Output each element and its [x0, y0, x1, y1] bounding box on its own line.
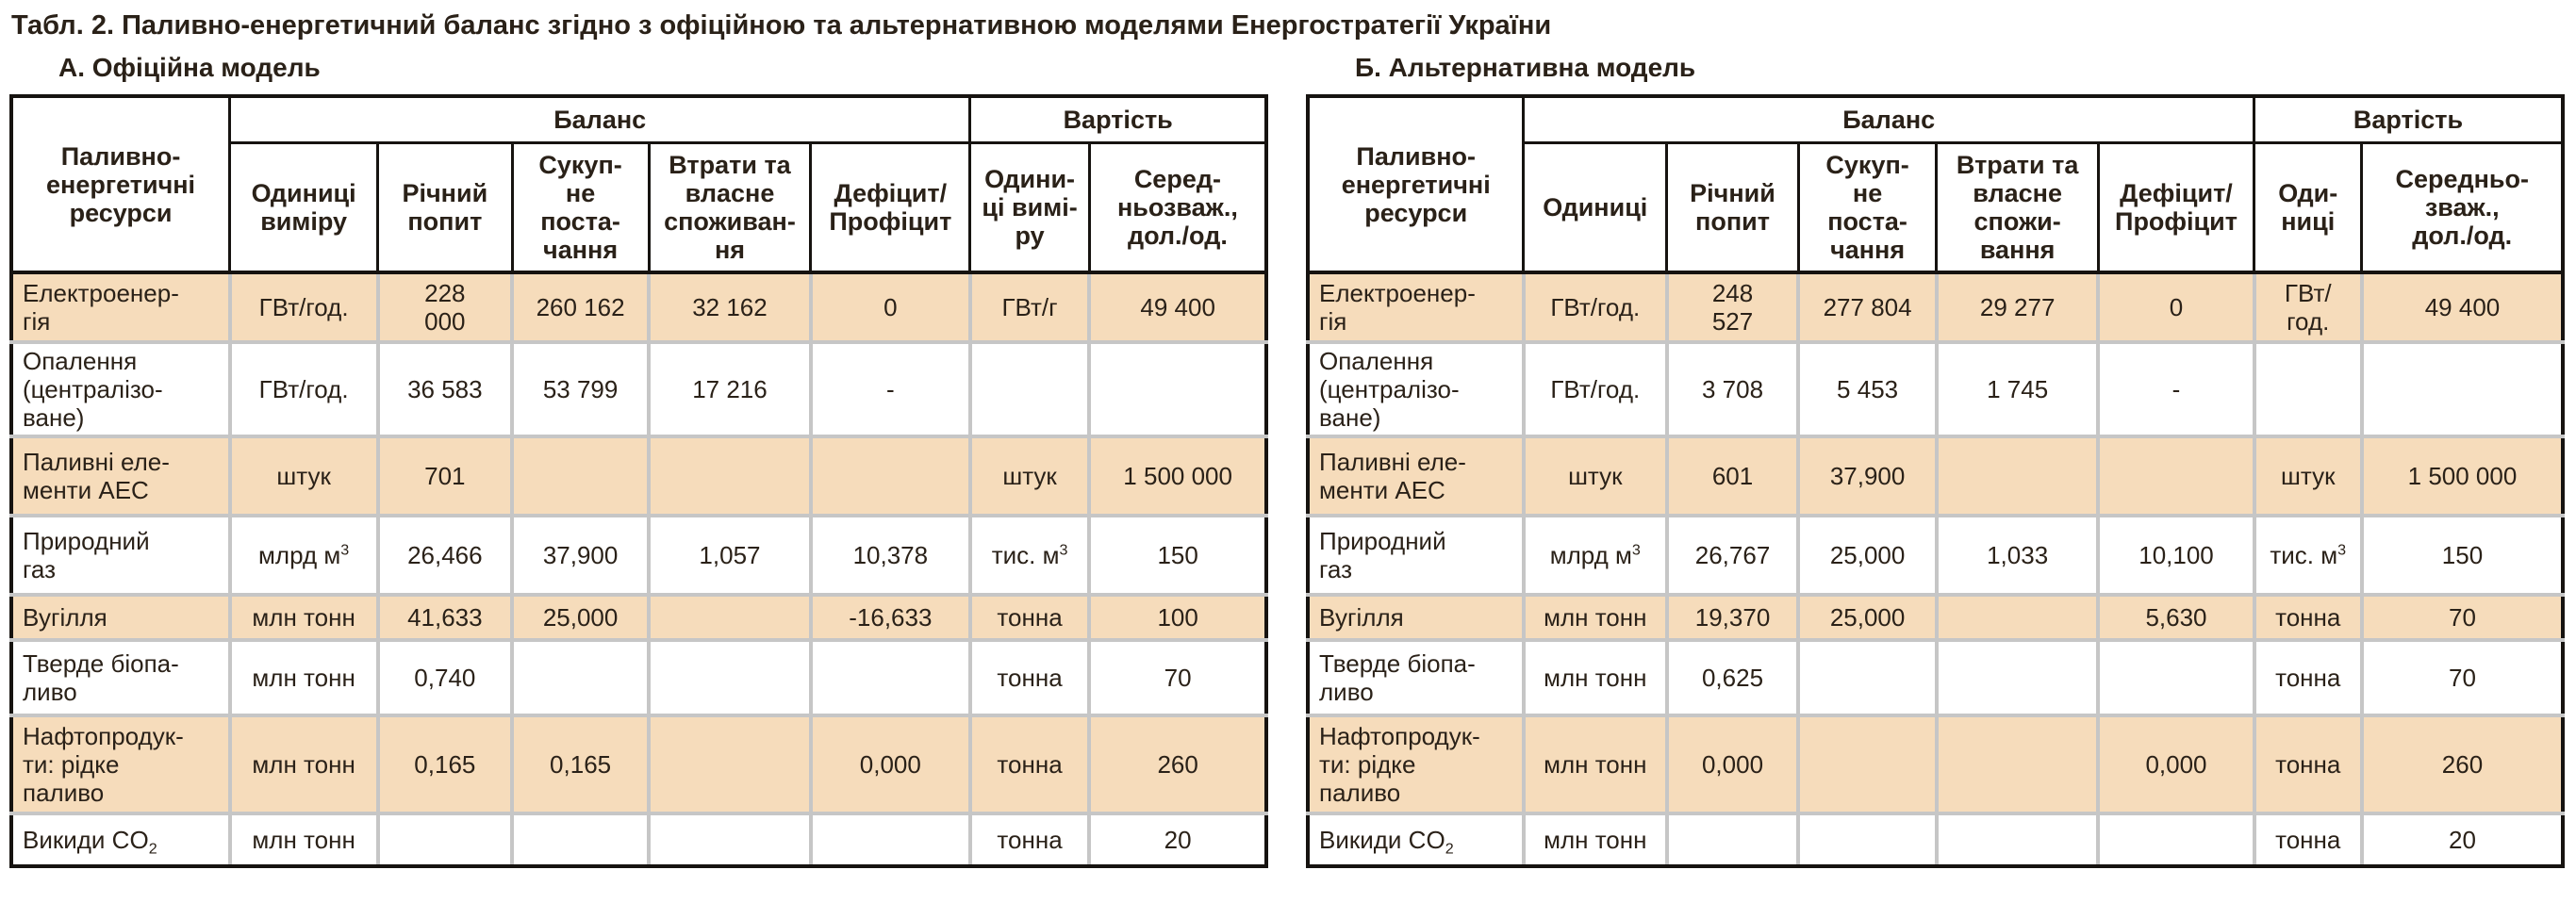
data-cell: 41,633 — [378, 595, 512, 640]
table-row — [11, 640, 1266, 715]
resource-cell: Електроенер- гія — [1308, 272, 1524, 342]
data-cell: 0,000 — [811, 715, 970, 813]
model-a-section — [9, 53, 1268, 868]
col-header: Одини- ці вимі- ру — [970, 143, 1089, 273]
data-cell: 0 — [2098, 272, 2254, 342]
resource-cell: Тверде біопа- ливо — [1308, 640, 1524, 715]
data-cell: 1 500 000 — [1089, 436, 1266, 516]
resource-cell: Нафтопродук- ти: рідке паливо — [1308, 715, 1524, 813]
data-cell: 0,000 — [2098, 715, 2254, 813]
data-cell: 277 804 — [1798, 272, 1936, 342]
data-cell: 1,057 — [649, 516, 811, 595]
data-cell: тис. $м^3$ — [2254, 516, 2362, 595]
resource-cell: Тверде біопа- ливо — [11, 640, 230, 715]
data-cell — [1937, 813, 2099, 866]
data-cell — [811, 436, 970, 516]
header-group-row — [1308, 96, 2563, 143]
data-cell: тонна — [2254, 640, 2362, 715]
group-header-balance: Баланс — [1524, 96, 2254, 143]
data-cell: 150 — [1089, 516, 1266, 595]
data-cell: млн тонн — [230, 813, 378, 866]
resource-cell: Вугілля — [1308, 595, 1524, 640]
data-cell — [2254, 342, 2362, 436]
data-cell: 19,370 — [1667, 595, 1799, 640]
data-cell: ГВт/год. — [1524, 272, 1667, 342]
data-cell: тонна — [2254, 813, 2362, 866]
data-cell: - — [811, 342, 970, 436]
col-header: Оди- ниці — [2254, 143, 2362, 273]
group-header-cost: Вартість — [2254, 96, 2563, 143]
table-row — [11, 272, 1266, 342]
data-cell: 70 — [1089, 640, 1266, 715]
data-cell: 17 216 — [649, 342, 811, 436]
tables-row — [9, 53, 2565, 868]
data-cell: 25,000 — [512, 595, 649, 640]
data-cell: тис. $м^3$ — [970, 516, 1089, 595]
resource-cell: Електроенер- гія — [11, 272, 230, 342]
data-cell: ГВт/год. — [1524, 342, 1667, 436]
data-cell: 5 453 — [1798, 342, 1936, 436]
data-cell — [649, 436, 811, 516]
data-cell: млн тонн — [1524, 640, 1667, 715]
data-cell: 49 400 — [1089, 272, 1266, 342]
table-row — [11, 436, 1266, 516]
data-cell: ГВт/ год. — [2254, 272, 2362, 342]
data-cell: 37,900 — [512, 516, 649, 595]
data-cell: 53 799 — [512, 342, 649, 436]
data-cell — [811, 813, 970, 866]
data-cell — [2098, 640, 2254, 715]
data-cell — [512, 813, 649, 866]
data-cell — [1667, 813, 1799, 866]
resource-cell: Вугілля — [11, 595, 230, 640]
table-row — [1308, 715, 2563, 813]
data-cell: тонна — [2254, 715, 2362, 813]
data-cell: 36 583 — [378, 342, 512, 436]
data-cell: штук — [970, 436, 1089, 516]
col-header: Дефіцит/ Профіцит — [811, 143, 970, 273]
data-cell — [649, 640, 811, 715]
data-cell — [1937, 595, 2099, 640]
data-cell: 25,000 — [1798, 595, 1936, 640]
data-cell — [1937, 436, 2099, 516]
col-header: Втрати та власне споживан- ня — [649, 143, 811, 273]
data-cell — [1798, 640, 1936, 715]
data-cell: 10,100 — [2098, 516, 2254, 595]
data-cell: 260 162 — [512, 272, 649, 342]
table-row — [1308, 436, 2563, 516]
data-cell: 0 — [811, 272, 970, 342]
col-header: Річний попит — [1667, 143, 1799, 273]
data-cell: 26,767 — [1667, 516, 1799, 595]
col-header: Втрати та власне спожи- вання — [1937, 143, 2099, 273]
data-cell: 29 277 — [1937, 272, 2099, 342]
data-cell — [2098, 813, 2254, 866]
data-cell — [512, 436, 649, 516]
data-cell: штук — [230, 436, 378, 516]
table-body — [1308, 272, 2563, 866]
data-cell: 70 — [2362, 595, 2563, 640]
table-body — [11, 272, 1266, 866]
col-header-resource: Паливно- енергетичні ресурси — [1308, 96, 1524, 272]
data-cell — [649, 715, 811, 813]
data-cell: 601 — [1667, 436, 1799, 516]
data-cell: 37,900 — [1798, 436, 1936, 516]
data-cell — [2362, 342, 2563, 436]
resource-cell: Нафтопродук- ти: рідке паливо — [11, 715, 230, 813]
section-label-a: А. Офіційна модель — [58, 53, 321, 82]
data-cell: 1 745 — [1937, 342, 2099, 436]
data-cell: 228 000 — [378, 272, 512, 342]
data-cell: штук — [1524, 436, 1667, 516]
resource-cell: Опалення (централізо- ване) — [11, 342, 230, 436]
data-cell — [811, 640, 970, 715]
table-alternative-model — [1306, 94, 2565, 868]
data-cell: 0,000 — [1667, 715, 1799, 813]
data-cell — [512, 640, 649, 715]
col-header: Серед- ньозваж., дол./од. — [1089, 143, 1266, 273]
table-official-model — [9, 94, 1268, 868]
resource-cell: Природний газ — [1308, 516, 1524, 595]
data-cell: 3 708 — [1667, 342, 1799, 436]
resource-cell: Опалення (централізо- ване) — [1308, 342, 1524, 436]
data-cell: тонна — [970, 715, 1089, 813]
table-row — [11, 342, 1266, 436]
data-cell: 10,378 — [811, 516, 970, 595]
table-row — [1308, 342, 2563, 436]
data-cell: 0,740 — [378, 640, 512, 715]
data-cell: 100 — [1089, 595, 1266, 640]
data-cell: 49 400 — [2362, 272, 2563, 342]
data-cell — [649, 595, 811, 640]
resource-cell: Викиди $CO_2$ — [11, 813, 230, 866]
header-group-row — [11, 96, 1266, 143]
col-header: Річний попит — [378, 143, 512, 273]
table-row — [1308, 595, 2563, 640]
data-cell: 0,625 — [1667, 640, 1799, 715]
data-cell: штук — [2254, 436, 2362, 516]
data-cell: -16,633 — [811, 595, 970, 640]
data-cell: тонна — [970, 595, 1089, 640]
data-cell: 1 500 000 — [2362, 436, 2563, 516]
data-cell: ГВт/г — [970, 272, 1089, 342]
data-cell: млн тонн — [230, 640, 378, 715]
model-b-section — [1306, 53, 2565, 868]
data-cell: 25,000 — [1798, 516, 1936, 595]
data-cell: 260 — [2362, 715, 2563, 813]
data-cell: 70 — [2362, 640, 2563, 715]
col-header: Сукуп- не поста- чання — [1798, 143, 1936, 273]
data-cell: 26,466 — [378, 516, 512, 595]
data-cell: 20 — [2362, 813, 2563, 866]
data-cell — [970, 342, 1089, 436]
data-cell: 0,165 — [378, 715, 512, 813]
table-row — [1308, 640, 2563, 715]
data-cell: млн тонн — [1524, 715, 1667, 813]
data-cell: млн тонн — [230, 595, 378, 640]
data-cell: млрд $м^3$ — [230, 516, 378, 595]
data-cell — [1798, 813, 1936, 866]
resource-cell: Викиди $CO_2$ — [1308, 813, 1524, 866]
data-cell — [1937, 640, 2099, 715]
data-cell: млн тонн — [1524, 595, 1667, 640]
table-row — [1308, 516, 2563, 595]
data-cell: млрд $м^3$ — [1524, 516, 1667, 595]
table-row — [11, 813, 1266, 866]
col-header: Сукуп- не поста- чання — [512, 143, 649, 273]
data-cell: тонна — [970, 813, 1089, 866]
table-row — [11, 595, 1266, 640]
resource-cell: Паливні еле- менти АЕС — [11, 436, 230, 516]
col-header: Одиниці — [1524, 143, 1667, 273]
data-cell — [1089, 342, 1266, 436]
table-row — [11, 516, 1266, 595]
section-label-b: Б. Альтернативна модель — [1355, 53, 1696, 82]
table-row — [1308, 272, 2563, 342]
data-cell — [1937, 715, 2099, 813]
data-cell: 5,630 — [2098, 595, 2254, 640]
page-title: Табл. 2. Паливно-енергетичний баланс згідно з офіційною та альтернативною моделями Енергостратегії України — [11, 10, 1552, 41]
col-header: Одиниці виміру — [230, 143, 378, 273]
data-cell: 1,033 — [1937, 516, 2099, 595]
data-cell: млн тонн — [1524, 813, 1667, 866]
resource-cell: Паливні еле- менти АЕС — [1308, 436, 1524, 516]
data-cell: 260 — [1089, 715, 1266, 813]
col-header: Середньо- зваж., дол./од. — [2362, 143, 2563, 273]
resource-cell: Природний газ — [11, 516, 230, 595]
data-cell: ГВт/год. — [230, 342, 378, 436]
data-cell: тонна — [2254, 595, 2362, 640]
table-row — [1308, 813, 2563, 866]
group-header-balance: Баланс — [230, 96, 970, 143]
col-header-resource: Паливно- енергетичні ресурси — [11, 96, 230, 272]
data-cell: 0,165 — [512, 715, 649, 813]
data-cell: 701 — [378, 436, 512, 516]
data-cell — [378, 813, 512, 866]
data-cell — [1798, 715, 1936, 813]
data-cell: ГВт/год. — [230, 272, 378, 342]
data-cell — [2098, 436, 2254, 516]
data-cell: 150 — [2362, 516, 2563, 595]
data-cell: млн тонн — [230, 715, 378, 813]
data-cell: - — [2098, 342, 2254, 436]
data-cell: 20 — [1089, 813, 1266, 866]
table-row — [11, 715, 1266, 813]
data-cell — [649, 813, 811, 866]
data-cell: 32 162 — [649, 272, 811, 342]
group-header-cost: Вартість — [970, 96, 1266, 143]
data-cell: тонна — [970, 640, 1089, 715]
col-header: Дефіцит/ Профіцит — [2098, 143, 2254, 273]
data-cell: 248 527 — [1667, 272, 1799, 342]
